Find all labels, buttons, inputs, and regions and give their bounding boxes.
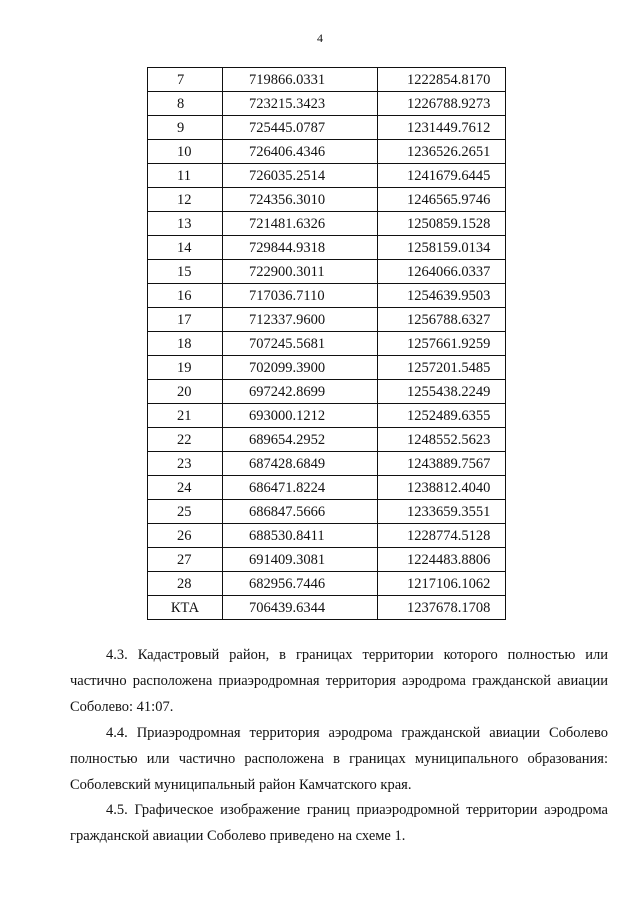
table-row xyxy=(148,332,506,356)
table-row xyxy=(148,380,506,404)
y-coordinate-cell: 1243889.7567 xyxy=(378,452,506,476)
table-row xyxy=(148,236,506,260)
x-coordinate-cell: 702099.3900 xyxy=(223,356,378,380)
x-coordinate-cell: 726406.4346 xyxy=(223,140,378,164)
y-coordinate-cell: 1222854.8170 xyxy=(378,68,506,92)
x-coordinate-cell: 682956.7446 xyxy=(223,572,378,596)
page-number: 4 xyxy=(317,31,323,45)
point-number-cell: 19 xyxy=(148,356,223,380)
x-coordinate-cell: 686471.8224 xyxy=(223,476,378,500)
y-coordinate-cell: 1258159.0134 xyxy=(378,236,506,260)
y-coordinate-cell: 1231449.7612 xyxy=(378,116,506,140)
y-coordinate-cell: 1238812.4040 xyxy=(378,476,506,500)
point-number-cell: 27 xyxy=(148,548,223,572)
table-row xyxy=(148,404,506,428)
point-number-cell: 14 xyxy=(148,236,223,260)
x-coordinate-cell: 687428.6849 xyxy=(223,452,378,476)
point-number-cell: 24 xyxy=(148,476,223,500)
point-number-cell: 13 xyxy=(148,212,223,236)
table-row xyxy=(148,260,506,284)
point-number-cell: 18 xyxy=(148,332,223,356)
table-row xyxy=(148,356,506,380)
point-number-cell: 10 xyxy=(148,140,223,164)
table-row xyxy=(148,212,506,236)
table-row xyxy=(148,116,506,140)
x-coordinate-cell: 717036.7110 xyxy=(223,284,378,308)
x-coordinate-cell: 686847.5666 xyxy=(223,500,378,524)
point-number-cell: 22 xyxy=(148,428,223,452)
point-number-cell: 15 xyxy=(148,260,223,284)
point-number-cell: КТА xyxy=(148,596,223,620)
x-coordinate-cell: 712337.9600 xyxy=(223,308,378,332)
coordinates-table-body xyxy=(148,68,506,620)
point-number-cell: 9 xyxy=(148,116,223,140)
point-number-cell: 21 xyxy=(148,404,223,428)
y-coordinate-cell: 1228774.5128 xyxy=(378,524,506,548)
point-number-cell: 25 xyxy=(148,500,223,524)
point-number-cell: 12 xyxy=(148,188,223,212)
paragraph-4-3: 4.3. Кадастровый район, в границах территории которого полностью или частично расположена приаэродромная территория аэродрома гражданской авиации Соболево: 41:07. xyxy=(70,647,608,715)
y-coordinate-cell: 1257201.5485 xyxy=(378,356,506,380)
point-number-cell: 7 xyxy=(148,68,223,92)
x-coordinate-cell: 693000.1212 xyxy=(223,404,378,428)
y-coordinate-cell: 1257661.9259 xyxy=(378,332,506,356)
x-coordinate-cell: 688530.8411 xyxy=(223,524,378,548)
x-coordinate-cell: 706439.6344 xyxy=(223,596,378,620)
y-coordinate-cell: 1226788.9273 xyxy=(378,92,506,116)
y-coordinate-cell: 1250859.1528 xyxy=(378,212,506,236)
point-number-cell: 16 xyxy=(148,284,223,308)
x-coordinate-cell: 689654.2952 xyxy=(223,428,378,452)
point-number-cell: 28 xyxy=(148,572,223,596)
x-coordinate-cell: 722900.3011 xyxy=(223,260,378,284)
table-row xyxy=(148,308,506,332)
y-coordinate-cell: 1254639.9503 xyxy=(378,284,506,308)
coordinates-table xyxy=(147,67,506,620)
x-coordinate-cell: 691409.3081 xyxy=(223,548,378,572)
table-row xyxy=(148,452,506,476)
y-coordinate-cell: 1256788.6327 xyxy=(378,308,506,332)
x-coordinate-cell: 725445.0787 xyxy=(223,116,378,140)
table-row xyxy=(148,188,506,212)
point-number-cell: 11 xyxy=(148,164,223,188)
table-row xyxy=(148,500,506,524)
x-coordinate-cell: 707245.5681 xyxy=(223,332,378,356)
y-coordinate-cell: 1246565.9746 xyxy=(378,188,506,212)
table-row xyxy=(148,164,506,188)
y-coordinate-cell: 1264066.0337 xyxy=(378,260,506,284)
y-coordinate-cell: 1233659.3551 xyxy=(378,500,506,524)
table-row xyxy=(148,572,506,596)
x-coordinate-cell: 697242.8699 xyxy=(223,380,378,404)
x-coordinate-cell: 723215.3423 xyxy=(223,92,378,116)
table-row xyxy=(148,284,506,308)
y-coordinate-cell: 1217106.1062 xyxy=(378,572,506,596)
point-number-cell: 8 xyxy=(148,92,223,116)
table-row xyxy=(148,596,506,620)
point-number-cell: 26 xyxy=(148,524,223,548)
y-coordinate-cell: 1237678.1708 xyxy=(378,596,506,620)
point-number-cell: 17 xyxy=(148,308,223,332)
y-coordinate-cell: 1224483.8806 xyxy=(378,548,506,572)
x-coordinate-cell: 721481.6326 xyxy=(223,212,378,236)
x-coordinate-cell: 724356.3010 xyxy=(223,188,378,212)
table-row xyxy=(148,68,506,92)
y-coordinate-cell: 1255438.2249 xyxy=(378,380,506,404)
y-coordinate-cell: 1241679.6445 xyxy=(378,164,506,188)
point-number-cell: 20 xyxy=(148,380,223,404)
table-row xyxy=(148,524,506,548)
y-coordinate-cell: 1248552.5623 xyxy=(378,428,506,452)
table-row xyxy=(148,140,506,164)
paragraph-4-4: 4.4. Приаэродромная территория аэродрома гражданской авиации Соболево полностью или частично расположена в границах муниципального образования: Соболевский муниципальный район Камчатского края. xyxy=(70,725,608,793)
x-coordinate-cell: 729844.9318 xyxy=(223,236,378,260)
y-coordinate-cell: 1236526.2651 xyxy=(378,140,506,164)
x-coordinate-cell: 726035.2514 xyxy=(223,164,378,188)
table-row xyxy=(148,548,506,572)
table-row xyxy=(148,476,506,500)
x-coordinate-cell: 719866.0331 xyxy=(223,68,378,92)
y-coordinate-cell: 1252489.6355 xyxy=(378,404,506,428)
table-row xyxy=(148,92,506,116)
point-number-cell: 23 xyxy=(148,452,223,476)
table-row xyxy=(148,428,506,452)
paragraph-4-5: 4.5. Графическое изображение границ приаэродромной территории аэродрома гражданской авиации Соболево приведено на схеме 1. xyxy=(70,802,608,844)
